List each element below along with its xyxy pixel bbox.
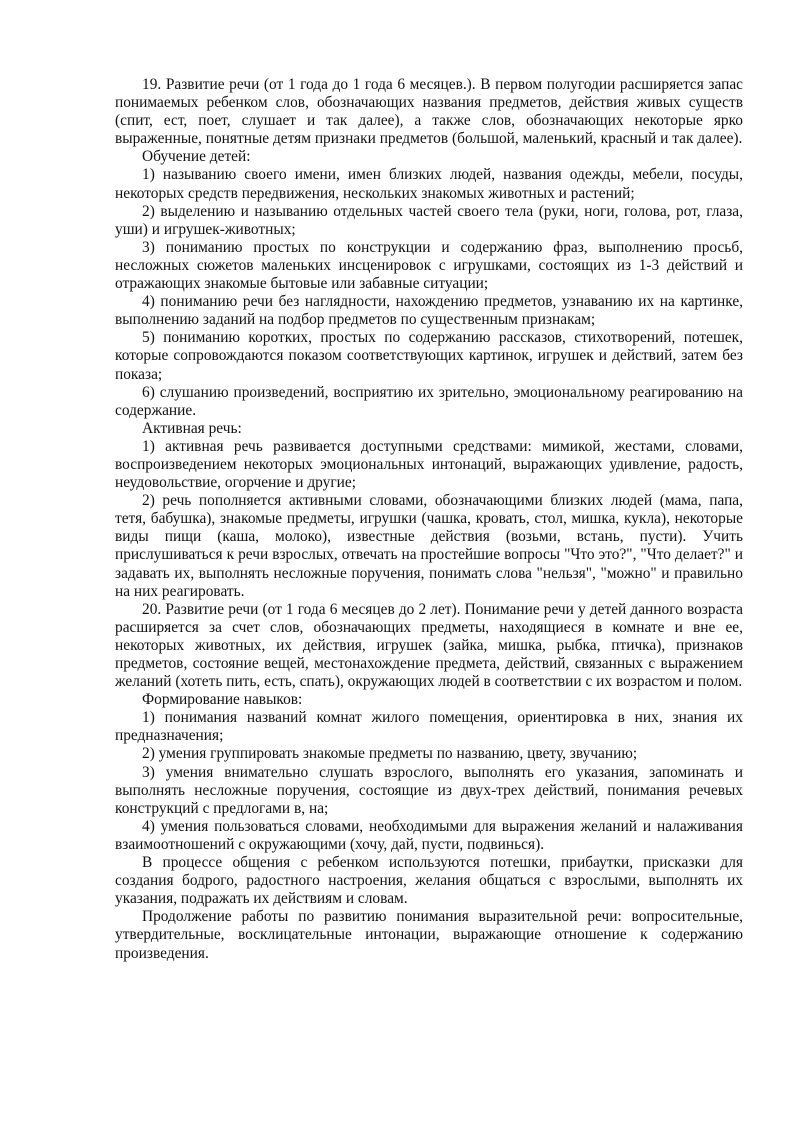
paragraph-skills-item-4: 4) умения пользоваться словами, необходимыми для выражения желаний и налаживания взаимоотношений с окружающими (хочу, дай, пусти, подвинься). bbox=[115, 817, 743, 853]
paragraph-expressive-speech: Продолжение работы по развитию понимания выразительной речи: вопросительные, утвердительные, восклицательные интонации, выражающие отношение к содержанию произведения. bbox=[115, 908, 743, 962]
paragraph-training-item-6: 6) слушанию произведений, восприятию их зрительно, эмоциональному реагированию на содержание. bbox=[115, 383, 743, 419]
paragraph-active-speech-heading: Активная речь: bbox=[142, 419, 242, 437]
paragraph-training-item-5: 5) пониманию коротких, простых по содержанию рассказов, стихотворений, потешек, которые сопровождаются показом соответствующих картинок, игрушек и действий, затем без показа; bbox=[115, 329, 743, 383]
paragraph-training-item-2: 2) выделению и называнию отдельных частей своего тела (руки, ноги, голова, рот, глаза, уши) и игрушек-животных; bbox=[115, 202, 743, 238]
paragraph-active-speech-item-1: 1) активная речь развивается доступными средствами: мимикой, жестами, словами, воспроизведением некоторых эмоциональных интонаций, выражающих удивление, радость, неудовольствие, огорчение и другие; bbox=[115, 437, 743, 492]
paragraph-section-19-intro: 19. Развитие речи (от 1 года до 1 года 6 месяцев.). В первом полугодии расширяется запас понимаемых ребенком слов, обозначающих названия предметов, действия живых существ (спит, ест, поет, слушает и так далее), а также слов, обозначающих некоторые ярко выраженные, понятные детям признаки предметов (большой, маленький, красный и так далее). bbox=[115, 76, 743, 148]
paragraph-training-item-1: 1) называнию своего имени, имен близких людей, названия одежды, мебели, посуды, некоторых средств передвижения, нескольких знакомых животных и растений; bbox=[115, 166, 743, 202]
paragraph-skills-item-3: 3) умения внимательно слушать взрослого, выполнять его указания, запоминать и выполнять несложные поручения, состоящие из двух-трех действий, понимания речевых конструкций с предлогами в, на; bbox=[115, 763, 743, 817]
paragraph-training-item-3: 3) пониманию простых по конструкции и содержанию фраз, выполнению просьб, несложных сюжетов маленьких инсценировок с игрушками, состоящих из 1-3 действий и отражающих знакомые бытовые или забавные ситуации; bbox=[115, 238, 743, 293]
paragraph-training-heading: Обучение детей: bbox=[142, 148, 251, 166]
paragraph-skills-heading: Формирование навыков: bbox=[142, 691, 303, 709]
paragraph-training-item-4: 4) пониманию речи без наглядности, нахождению предметов, узнаванию их на картинке, выполнению заданий на подбор предметов по существенным признакам; bbox=[115, 293, 743, 329]
paragraph-skills-item-1: 1) понимания названий комнат жилого помещения, ориентировка в них, знания их предназначения; bbox=[115, 709, 743, 745]
paragraph-active-speech-item-2: 2) речь пополняется активными словами, обозначающими близких людей (мама, папа, тетя, бабушка), знакомые предметы, игрушки (чашка, кровать, стол, мишка, кукла), некоторые виды пищи (каша, молоко), известные действия (возьми, встань, пусти). Учить прислушиваться к речи взрослых, отвечать на простейшие вопросы "Что это?", "Что делает?" и задавать их, выполнять несложные поручения, понимать слова "нельзя", "можно" и правильно на них реагировать. bbox=[115, 492, 743, 600]
document-page bbox=[115, 76, 743, 963]
paragraph-communication: В процессе общения с ребенком используются потешки, прибаутки, присказки для создания бодрого, радостного настроения, желания общаться с взрослыми, выполнять их указания, подражать их действиям и словам. bbox=[115, 854, 743, 908]
paragraph-skills-item-2: 2) умения группировать знакомые предметы по названию, цвету, звучанию; bbox=[142, 745, 638, 763]
paragraph-section-20-intro: 20. Развитие речи (от 1 года 6 месяцев до 2 лет). Понимание речи у детей данного возраста расширяется за счет слов, обозначающих предметы, находящиеся в комнате и вне ее, некоторых животных, их действия, игрушек (зайка, мишка, рыбка, птичка), признаков предметов, состояние вещей, местонахождение предмета, действий, связанных с выражением желаний (хотеть пить, есть, спать), окружающих людей в соответствии с их возрастом и полом. bbox=[115, 600, 743, 691]
